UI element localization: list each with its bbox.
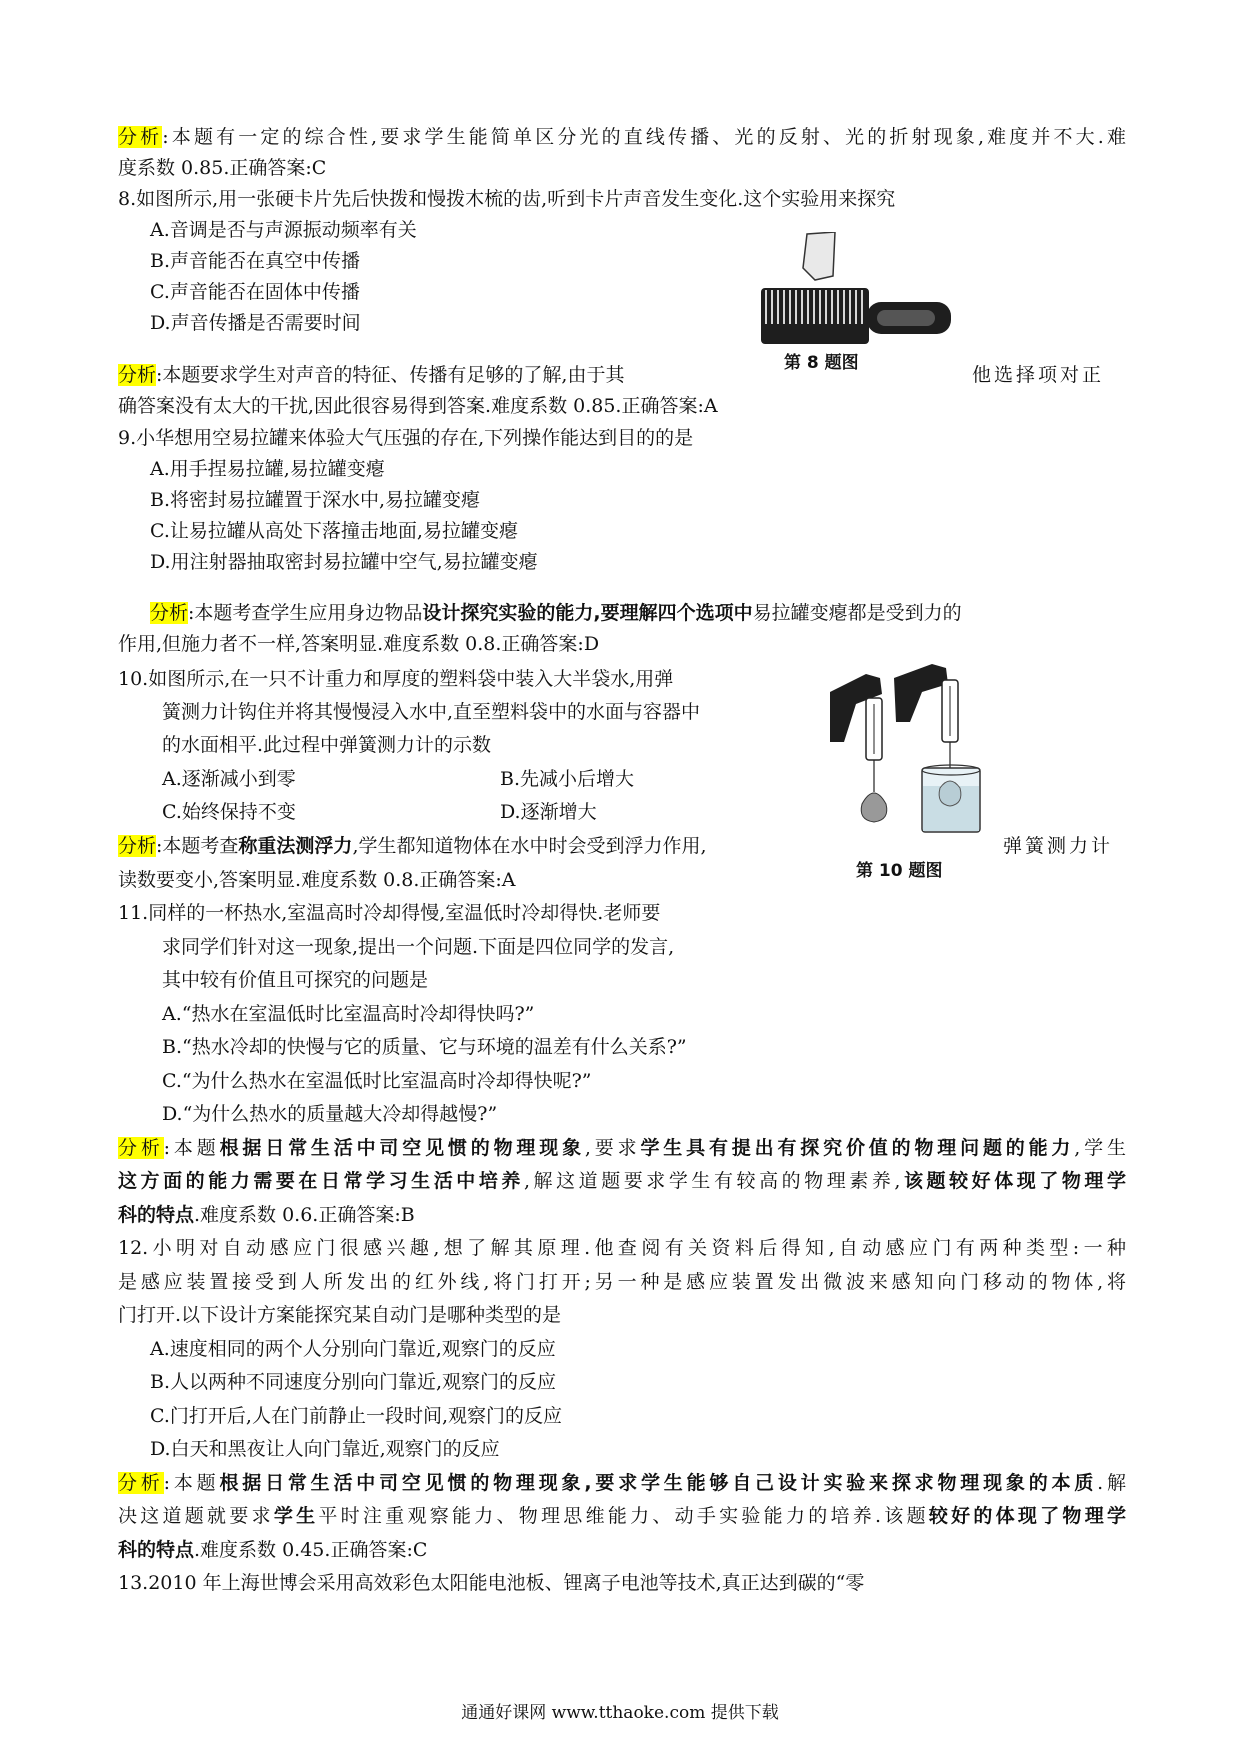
q8-option-b: B.声音能否在真空中传播 xyxy=(150,250,361,272)
question-11-line2: 求同学们针对这一现象,提出一个问题.下面是四位同学的发言, xyxy=(162,936,675,958)
question-12-line2: 是感应装置接受到人所发出的红外线,将门打开;另一种是感应装置发出微波来感知向门移动的物体,将 xyxy=(118,1271,1126,1293)
q11-option-c: C.“为什么热水在室温低时比室温高时冷却得快呢?” xyxy=(162,1070,592,1092)
analysis-q11-line2: 这方面的能力需要在日常学习生活中培养,解这道题要求学生有较高的物理素养,该题较好体现了物理学 xyxy=(118,1170,1126,1192)
analysis-label: 分析 xyxy=(118,126,163,148)
analysis-q12-line2: 决这道题就要求学生平时注重观察能力、物理思维能力、动手实验能力的培养.该题较好的体现了物理学 xyxy=(118,1505,1126,1527)
question-12-line1: 12.小明对自动感应门很感兴趣,想了解其原理.他查阅有关资料后得知,自动感应门有两种类型:一种 xyxy=(118,1237,1126,1259)
analysis-label: 分析 xyxy=(118,364,157,386)
analysis-q9-line2: 作用,但施力者不一样,答案明显.难度系数 0.8.正确答案:D xyxy=(118,633,600,655)
q12-option-c: C.门打开后,人在门前静止一段时间,观察门的反应 xyxy=(150,1405,562,1427)
analysis-label: 分析 xyxy=(118,1137,164,1159)
analysis-label: 分析 xyxy=(150,602,189,624)
q10-figure-caption: 第 10 题图 xyxy=(856,861,943,881)
analysis-q10-line1: 分析:本题考查称重法测浮力,学生都知道物体在水中时会受到浮力作用, xyxy=(118,835,707,857)
analysis-q12-line1: 分析:本题根据日常生活中司空见惯的物理现象,要求学生能够自己设计实验来探求物理现象的本质.解 xyxy=(118,1472,1126,1494)
q12-option-a: A.速度相同的两个人分别向门靠近,观察门的反应 xyxy=(150,1338,556,1360)
analysis-q7-line1: 分析:本题有一定的综合性,要求学生能简单区分光的直线传播、光的反射、光的折射现象,难度并不大.难 xyxy=(118,126,1126,148)
analysis-q9-line1: 分析:本题考查学生应用身边物品设计探究实验的能力,要理解四个选项中易拉罐变瘪都是受到力的 xyxy=(150,602,962,624)
question-8-stem: 8.如图所示,用一张硬卡片先后快拨和慢拨木梳的齿,听到卡片声音发生变化.这个实验用来探究 xyxy=(118,188,896,210)
q11-option-b: B.“热水冷却的快慢与它的质量、它与环境的温差有什么关系?” xyxy=(162,1036,687,1058)
analysis-q8-line1-right: 他选择项对正 xyxy=(972,364,1105,386)
q8-figure-caption: 第 8 题图 xyxy=(784,353,859,373)
analysis-q11-line1: 分析:本题根据日常生活中司空见惯的物理现象,要求学生具有提出有探究价值的物理问题的能力,学生 xyxy=(118,1137,1126,1159)
question-10-line2: 簧测力计钩住并将其慢慢浸入水中,直至塑料袋中的水面与容器中 xyxy=(162,701,701,723)
analysis-label: 分析 xyxy=(118,1472,164,1494)
analysis-q8-line2: 确答案没有太大的干扰,因此很容易得到答案.难度系数 0.85.正确答案:A xyxy=(118,395,718,417)
q11-option-d: D.“为什么热水的质量越大冷却得越慢?” xyxy=(162,1103,498,1125)
analysis-q7-line2: 度系数 0.85.正确答案:C xyxy=(118,157,327,179)
question-10-line3: 的水面相平.此过程中弹簧测力计的示数 xyxy=(162,734,492,756)
question-11-line3: 其中较有价值且可探究的问题是 xyxy=(162,969,429,991)
q12-option-d: D.白天和黑夜让人向门靠近,观察门的反应 xyxy=(150,1438,500,1460)
analysis-q12-line3: 科的特点.难度系数 0.45.正确答案:C xyxy=(118,1539,428,1561)
analysis-q10-line1-right: 弹簧测力计 xyxy=(1003,835,1114,857)
question-10-line1: 10.如图所示,在一只不计重力和厚度的塑料袋中装入大半袋水,用弹 xyxy=(118,668,674,690)
q10-option-b: B.先减小后增大 xyxy=(500,768,635,790)
page-footer: 通通好课网 www.tthaoke.com 提供下载 xyxy=(461,1703,779,1723)
q8-option-a: A.音调是否与声源振动频率有关 xyxy=(150,219,417,241)
analysis-label: 分析 xyxy=(118,835,157,857)
analysis-q8-line1: 分析:本题要求学生对声音的特征、传播有足够的了解,由于其 xyxy=(118,364,625,386)
q10-option-d: D.逐渐增大 xyxy=(500,801,597,823)
question-11-line1: 11.同样的一杯热水,室温高时冷却得慢,室温低时冷却得快.老师要 xyxy=(118,902,661,924)
q9-option-c: C.让易拉罐从高处下落撞击地面,易拉罐变瘪 xyxy=(150,520,518,542)
q9-option-b: B.将密封易拉罐置于深水中,易拉罐变瘪 xyxy=(150,489,481,511)
spring-scale-figure xyxy=(826,664,988,846)
comb-card-figure xyxy=(755,232,955,344)
q12-option-b: B.人以两种不同速度分别向门靠近,观察门的反应 xyxy=(150,1371,557,1393)
analysis-q10-line2: 读数要变小,答案明显.难度系数 0.8.正确答案:A xyxy=(118,869,516,891)
analysis-q11-line3: 科的特点.难度系数 0.6.正确答案:B xyxy=(118,1204,415,1226)
q8-option-c: C.声音能否在固体中传播 xyxy=(150,281,360,303)
question-12-line3: 门打开.以下设计方案能探究某自动门是哪种类型的是 xyxy=(118,1304,562,1326)
question-9-stem: 9.小华想用空易拉罐来体验大气压强的存在,下列操作能达到目的的是 xyxy=(118,427,694,449)
q9-option-a: A.用手捏易拉罐,易拉罐变瘪 xyxy=(150,458,385,480)
q11-option-a: A.“热水在室温低时比室温高时冷却得快吗?” xyxy=(162,1003,535,1025)
question-13-line1: 13.2010 年上海世博会采用高效彩色太阳能电池板、锂离子电池等技术,真正达到碳的“零 xyxy=(118,1572,865,1594)
q9-option-d: D.用注射器抽取密封易拉罐中空气,易拉罐变瘪 xyxy=(150,551,538,573)
q10-option-c: C.始终保持不变 xyxy=(162,801,296,823)
q8-option-d: D.声音传播是否需要时间 xyxy=(150,312,361,334)
q10-option-a: A.逐渐减小到零 xyxy=(162,768,296,790)
